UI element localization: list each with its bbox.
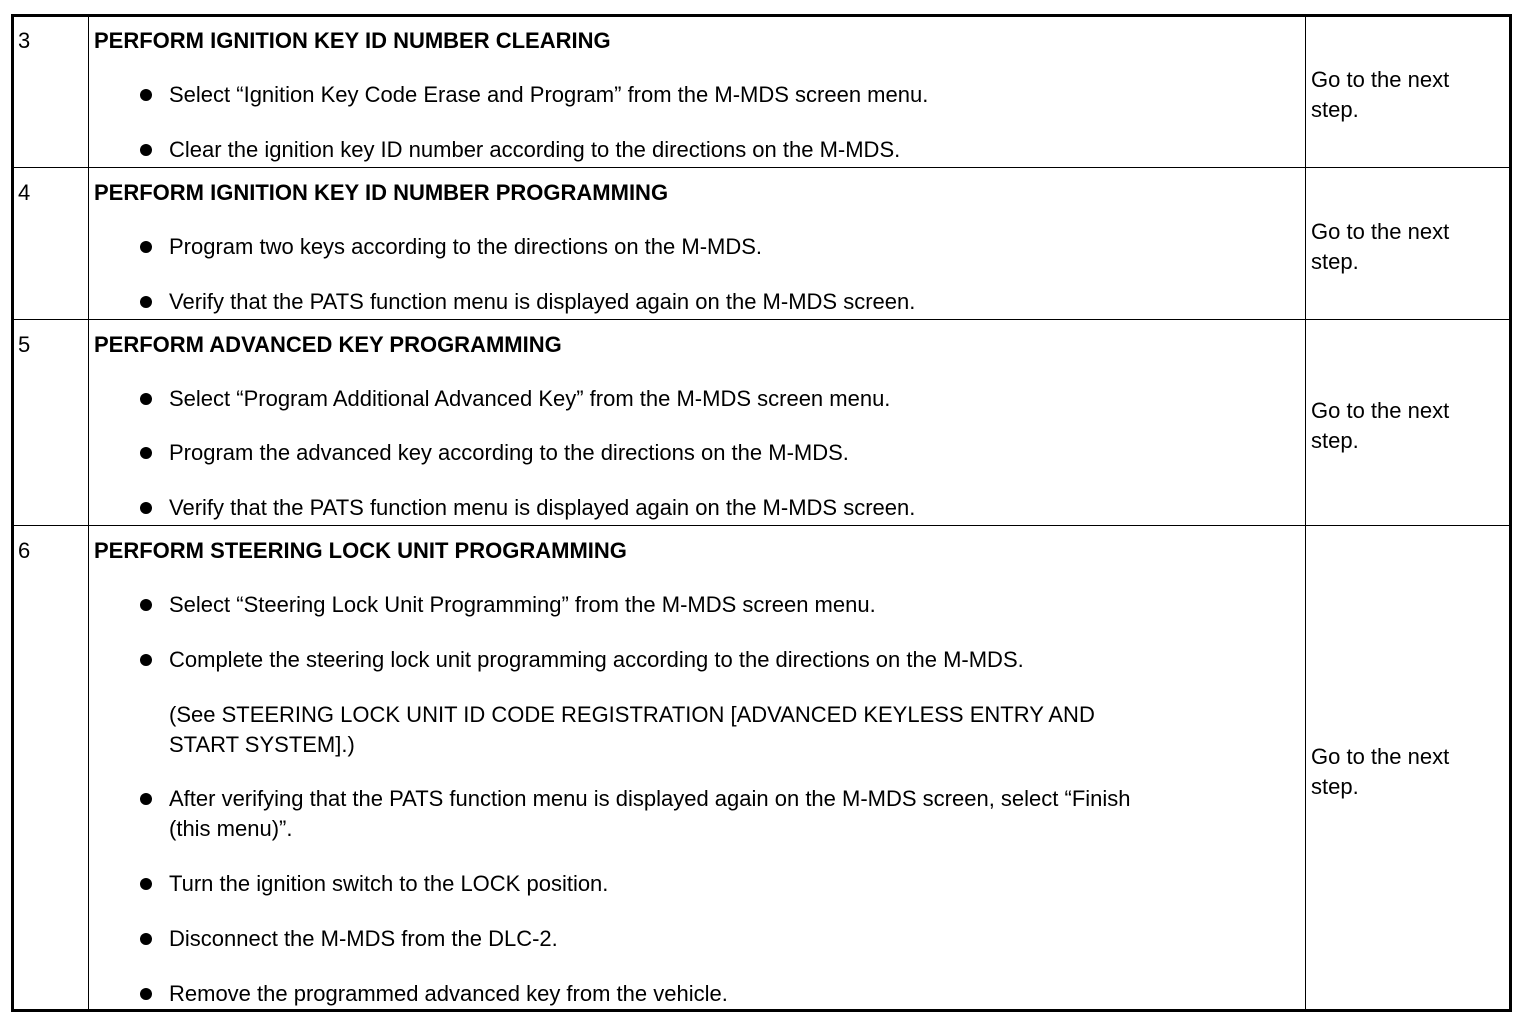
result-text: step.: [1311, 774, 1359, 799]
note-text: (See STEERING LOCK UNIT ID CODE REGISTRATION [ADVANCED KEYLESS ENTRY AND: [169, 702, 1095, 727]
instruction-text: After verifying that the PATS function menu is displayed again on the M-MDS screen, select “Finish: [169, 786, 1131, 811]
bullet-icon: [140, 988, 152, 1000]
step-number: 5: [18, 332, 31, 357]
bullet-icon: [140, 933, 152, 945]
column-divider-result: [1305, 17, 1306, 1009]
instruction-text: (this menu)”.: [169, 816, 293, 841]
instruction-text: Select “Steering Lock Unit Programming” from the M-MDS screen menu.: [169, 592, 876, 617]
column-divider-number: [88, 17, 89, 1009]
instruction-text: Remove the programmed advanced key from the vehicle.: [169, 981, 728, 1006]
bullet-icon: [140, 393, 152, 405]
result-text: step.: [1311, 428, 1359, 453]
bullet-icon: [140, 599, 152, 611]
instruction-text: Verify that the PATS function menu is displayed again on the M-MDS screen.: [169, 289, 916, 314]
bullet-icon: [140, 654, 152, 666]
bullet-icon: [140, 241, 152, 253]
step-number: 3: [18, 28, 31, 53]
step-title: PERFORM ADVANCED KEY PROGRAMMING: [94, 332, 562, 357]
step-title: PERFORM IGNITION KEY ID NUMBER CLEARING: [94, 28, 611, 53]
result-text: Go to the next: [1311, 398, 1450, 423]
instruction-text: Select “Program Additional Advanced Key” from the M-MDS screen menu.: [169, 386, 891, 411]
bullet-icon: [140, 447, 152, 459]
instruction-text: Complete the steering lock unit programming according to the directions on the M-MDS.: [169, 647, 1024, 672]
row-divider: [14, 167, 1509, 168]
result-text: step.: [1311, 249, 1359, 274]
row-divider: [14, 319, 1509, 320]
step-number: 6: [18, 538, 31, 563]
bullet-icon: [140, 89, 152, 101]
step-title: PERFORM STEERING LOCK UNIT PROGRAMMING: [94, 538, 627, 563]
note-text: START SYSTEM].): [169, 732, 355, 757]
instruction-text: Select “Ignition Key Code Erase and Program” from the M-MDS screen menu.: [169, 82, 929, 107]
row-divider: [14, 525, 1509, 526]
result-text: step.: [1311, 97, 1359, 122]
bullet-icon: [140, 502, 152, 514]
result-text: Go to the next: [1311, 744, 1450, 769]
result-text: Go to the next: [1311, 219, 1450, 244]
bullet-icon: [140, 296, 152, 308]
instruction-text: Program two keys according to the directions on the M-MDS.: [169, 234, 763, 259]
bullet-icon: [140, 144, 152, 156]
instruction-text: Program the advanced key according to the directions on the M-MDS.: [169, 440, 849, 465]
step-title: PERFORM IGNITION KEY ID NUMBER PROGRAMMING: [94, 180, 669, 205]
step-number: 4: [18, 180, 31, 205]
result-text: Go to the next: [1311, 67, 1450, 92]
bullet-icon: [140, 793, 152, 805]
instruction-text: Turn the ignition switch to the LOCK position.: [169, 871, 609, 896]
instruction-text: Clear the ignition key ID number according to the directions on the M-MDS.: [169, 137, 901, 162]
instruction-text: Verify that the PATS function menu is displayed again on the M-MDS screen.: [169, 495, 916, 520]
instruction-text: Disconnect the M-MDS from the DLC-2.: [169, 926, 558, 951]
bullet-icon: [140, 878, 152, 890]
procedure-table: [11, 14, 1512, 1012]
